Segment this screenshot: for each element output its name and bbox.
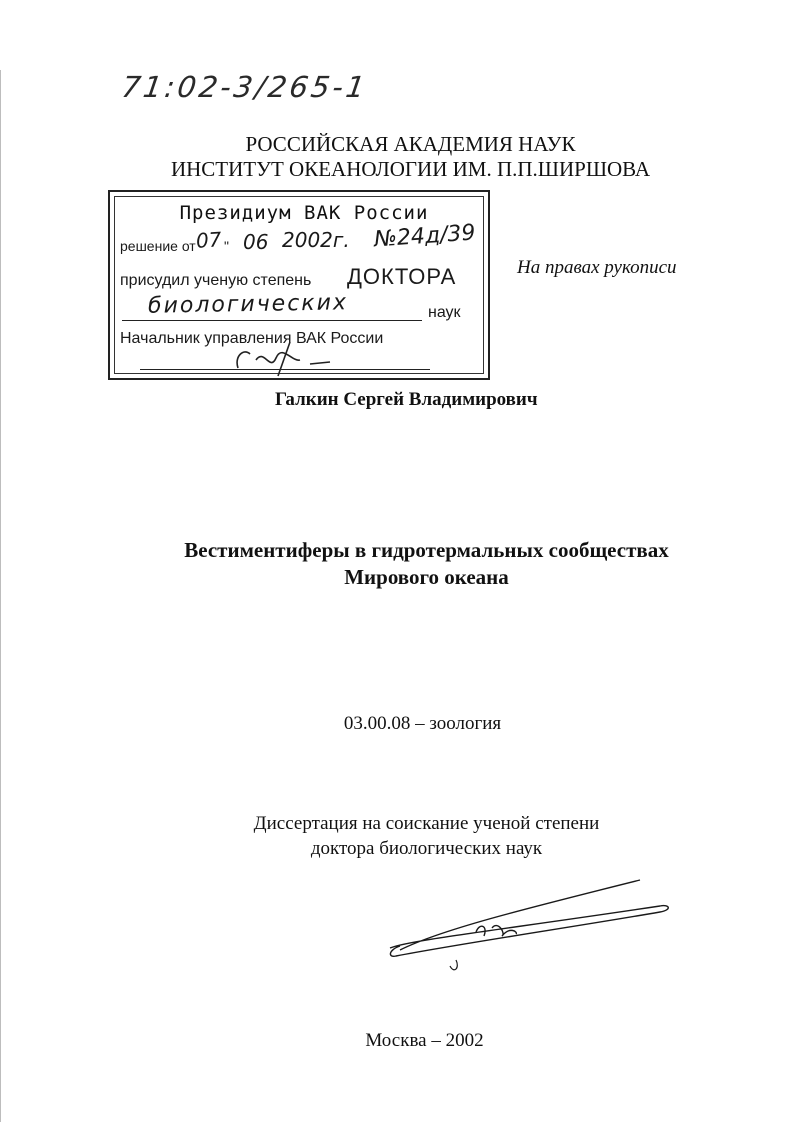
manuscript-note: На правах рукописи xyxy=(517,257,677,278)
dissertation-type-line-1: Диссертация на соискание ученой степени xyxy=(253,813,600,834)
stamp-number-label: № xyxy=(373,225,398,253)
stamp-decision-label: решение от xyxy=(120,238,196,254)
place-and-year: Москва – 2002 xyxy=(365,1030,484,1051)
stamp-year xyxy=(282,228,350,252)
stamp-day: 07 xyxy=(195,227,223,253)
organization-line-1: РОССИЙСКАЯ АКАДЕМИЯ НАУК xyxy=(245,132,576,156)
stamp-sciences-label: наук xyxy=(428,304,461,321)
stamp-signature-scribble xyxy=(230,338,350,378)
stamp-head-label: Начальник управления ВАК России xyxy=(120,330,384,347)
stamp-month: 06 xyxy=(243,230,269,254)
stamp-awarded-label: присудил ученую степень xyxy=(120,272,312,289)
scan-edge xyxy=(0,70,1,1122)
stamp-year-value: 2002 xyxy=(282,228,333,252)
dissertation-title-line-2: Мирового океана xyxy=(344,565,509,589)
stamp-quote: " xyxy=(224,238,229,254)
specialty-code: 03.00.08 – зоология xyxy=(343,713,502,734)
stamp-title: Президиум ВАК России xyxy=(179,202,429,224)
organization-line-2: ИНСТИТУТ ОКЕАНОЛОГИИ ИМ. П.П.ШИРШОВА xyxy=(170,157,651,181)
author-signature xyxy=(380,870,680,980)
archive-number: 71:02-3/265-1 xyxy=(119,70,370,104)
author-name: Галкин Сергей Владимирович xyxy=(275,389,538,410)
dissertation-title-line-1: Вестиментиферы в гидротермальных сообществах xyxy=(184,538,669,562)
stamp-degree: ДОКТОРА xyxy=(347,264,457,289)
vak-stamp xyxy=(108,190,490,380)
stamp-year-suffix: г. xyxy=(332,228,350,252)
stamp-field-handwritten: биологических xyxy=(147,290,349,319)
dissertation-type-line-2: доктора биологических наук xyxy=(310,838,543,859)
stamp-number-value: 24д/39 xyxy=(396,220,477,251)
stamp-field-underline xyxy=(122,320,422,321)
